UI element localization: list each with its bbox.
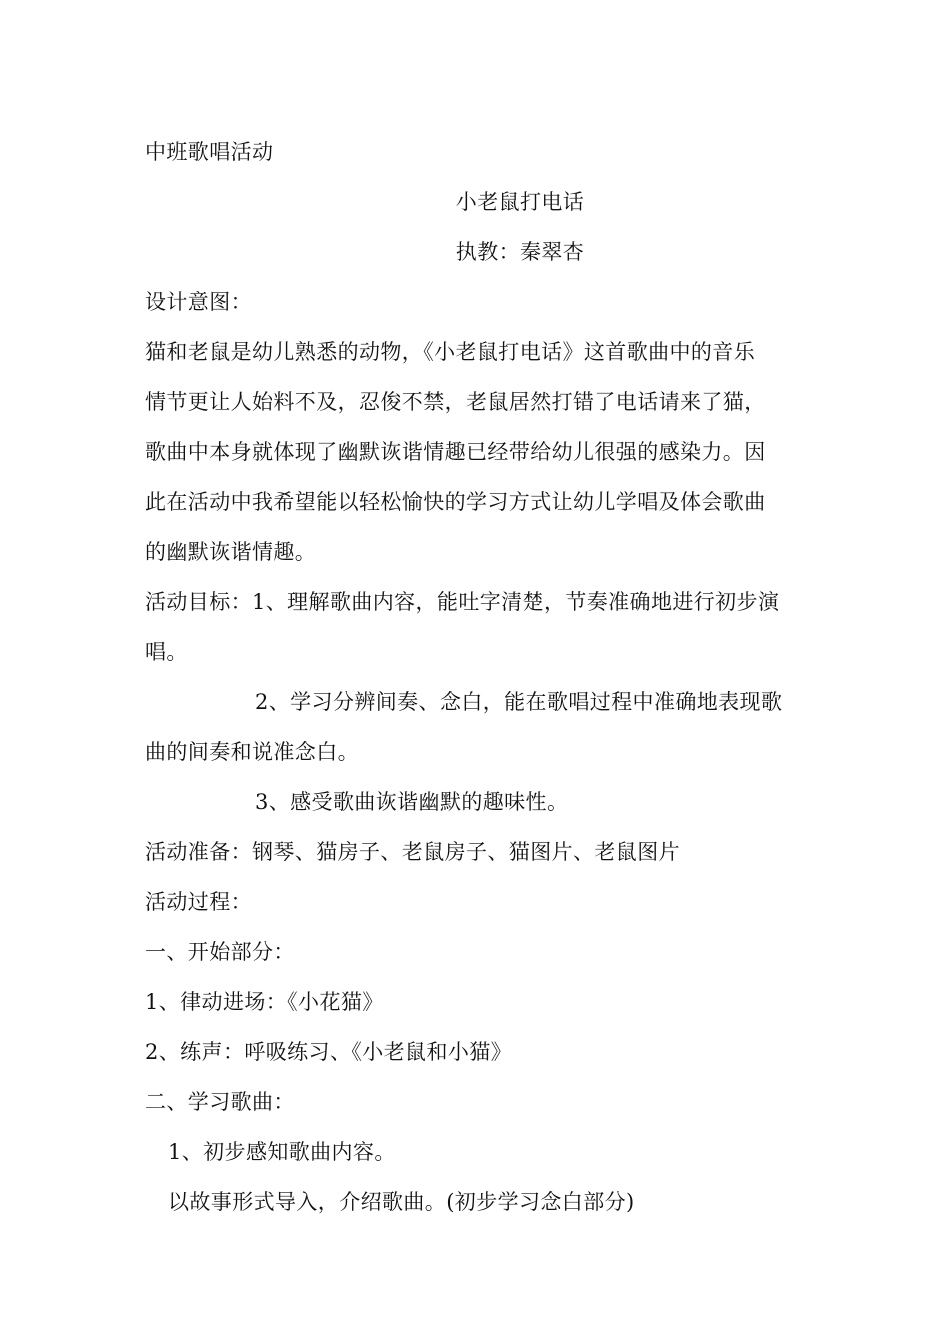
preparation-line: 活动准备：钢琴、猫房子、老鼠房子、猫图片、老鼠图片 [145, 840, 680, 864]
list-item: 1、初步感知歌曲内容。 [168, 1140, 396, 1164]
design-intent-line: 的幽默诙谐情趣。 [145, 540, 317, 564]
document-title: 小老鼠打电话 [455, 190, 585, 214]
goals-line: 2、学习分辨间奏、念白，能在歌唱过程中准确地表现歌 [255, 690, 783, 714]
list-item: 2、练声：呼吸练习、《小老鼠和小猫》 [145, 1040, 513, 1064]
list-item: 1、律动进场：《小花猫》 [145, 990, 384, 1014]
design-intent-heading: 设计意图： [145, 290, 252, 314]
goals-line: 3、感受歌曲诙谐幽默的趣味性。 [255, 790, 569, 814]
document-header: 中班歌唱活动 [145, 140, 274, 164]
document-teacher: 执教：秦翠杏 [455, 240, 585, 264]
design-intent-line: 歌曲中本身就体现了幽默诙谐情趣已经带给幼儿很强的感染力。因 [145, 440, 766, 464]
design-intent-line: 猫和老鼠是幼儿熟悉的动物，《小老鼠打电话》这首歌曲中的音乐 [145, 340, 756, 364]
design-intent-line: 此在活动中我希望能以轻松愉快的学习方式让幼儿学唱及体会歌曲 [145, 490, 766, 514]
goals-line: 曲的间奏和说准念白。 [145, 740, 359, 764]
design-intent-line: 情节更让人始料不及，忍俊不禁，老鼠居然打错了电话请来了猫， [145, 390, 766, 414]
section-heading: 一、开始部分： [145, 940, 295, 964]
process-heading: 活动过程： [145, 890, 252, 914]
list-item-detail: 以故事形式导入，介绍歌曲。(初步学习念白部分) [168, 1190, 635, 1214]
section-heading: 二、学习歌曲： [145, 1090, 295, 1114]
goals-line: 唱。 [145, 640, 188, 664]
goals-line: 活动目标：1、理解歌曲内容，能吐字清楚，节奏准确地进行初步演 [145, 590, 780, 614]
